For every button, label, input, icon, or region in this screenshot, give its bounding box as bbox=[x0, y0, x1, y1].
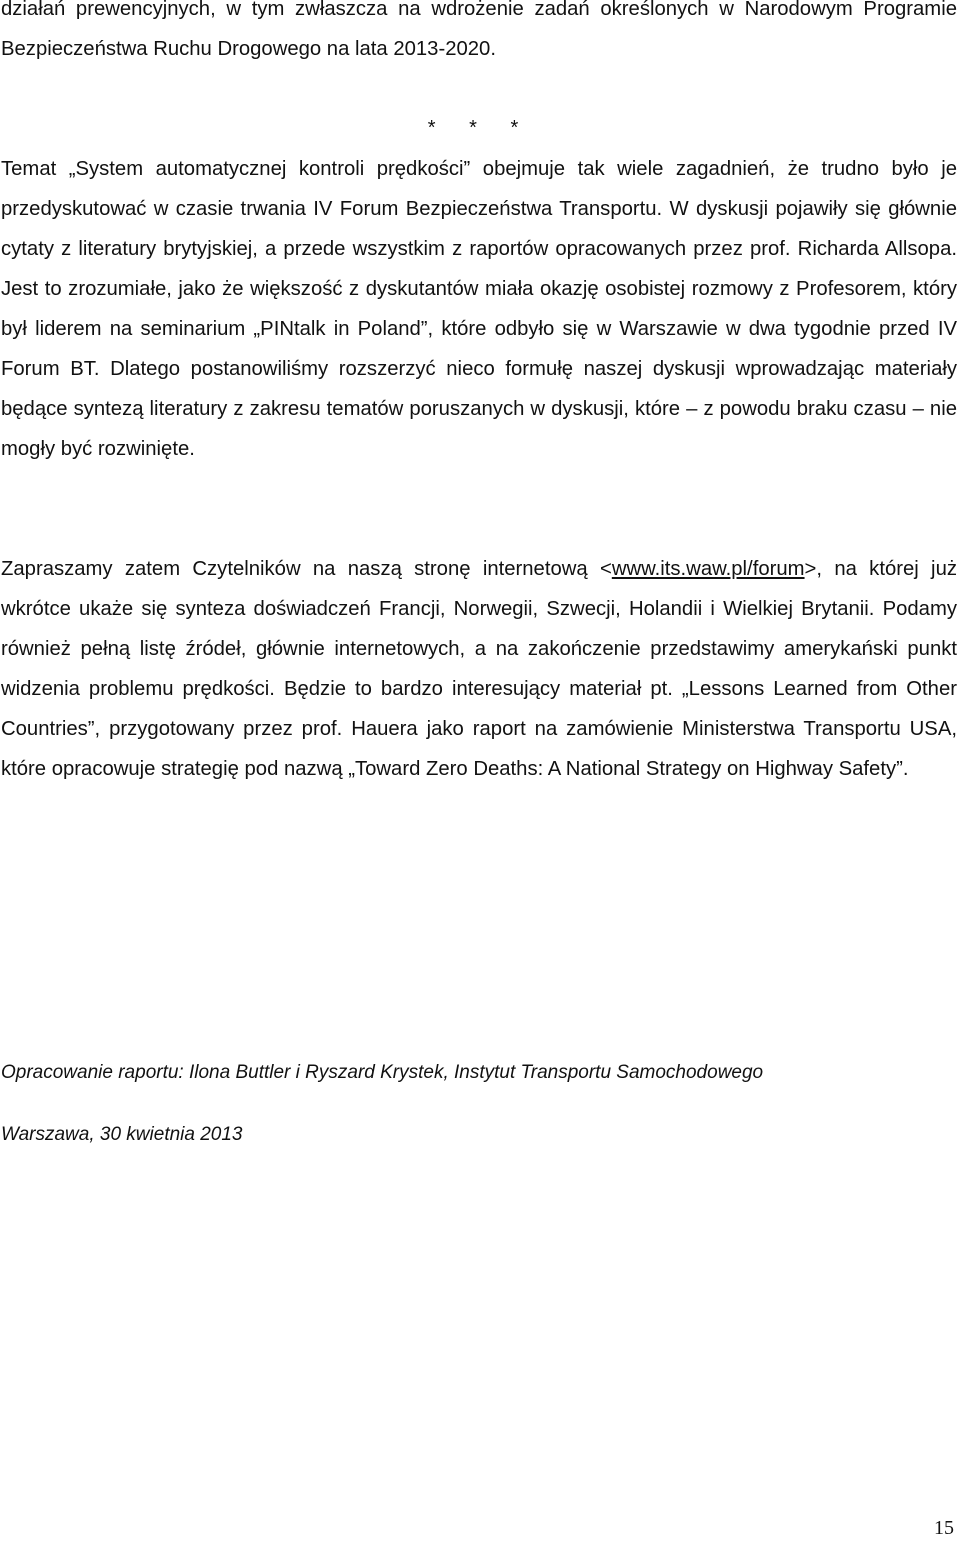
invite-paragraph bbox=[1, 549, 957, 789]
main-paragraph: Temat „System automatycznej kontroli prędkości” obejmuje tak wiele zagadnień, że trudno było je przedyskutować w czasie trwania IV Forum Bezpieczeństwa Transportu. W dyskusji pojawiły się głównie cytaty z literatury brytyjskiej, a przede wszystkim z raportów opracowanych przez prof. Richarda Allsopa. Jest to zrozumiałe, jako że większość z dyskutantów miała okazję osobistej rozmowy z Profesorem, który był liderem na seminarium „PINtalk in Poland”, które odbyło się w Warszawie w dwa tygodnie przed IV Forum BT. Dlatego postanowiliśmy rozszerzyć nieco formułę naszej dyskusji wprowadzając materiały będące syntezą literatury z zakresu tematów poruszanych w dyskusji, które – z powodu braku czasu – nie mogły być rozwinięte. bbox=[1, 158, 957, 460]
section-separator: * * * bbox=[427, 117, 533, 139]
forum-website-link[interactable]: www.its.waw.pl/forum bbox=[611, 558, 805, 580]
invite-text-before-link: Zapraszamy zatem Czytelników na naszą stronę internetową < bbox=[1, 558, 612, 580]
report-date: Warszawa, 30 kwietnia 2013 bbox=[1, 1124, 243, 1145]
report-authors: Opracowanie raportu: Ilona Buttler i Ryszard Krystek, Instytut Transportu Samochodowego bbox=[1, 1062, 764, 1083]
intro-paragraph: działań prewencyjnych, w tym zwłaszcza na wdrożenie zadań określonych w Narodowym Programie Bezpieczeństwa Ruchu Drogowego na lata 2013-2020. bbox=[1, 0, 957, 60]
invite-text-after-link: >, na której już wkrótce ukaże się synteza doświadczeń Francji, Norwegii, Szwecji, Holandii i Wielkiej Brytanii. Podamy również pełną listę źródeł, głównie internetowych, a na zakończenie przedstawimy amerykański punkt widzenia problemu prędkości. Będzie to bardzo interesujący materiał pt. „Lessons Learned from Other Countries”, przygotowany przez prof. Hauera jako raport na zamówienie Ministerstwa Transportu USA, które opracowuje strategię pod nazwą „Toward Zero Deaths: A National Strategy on Highway Safety”. bbox=[1, 558, 957, 780]
page-number: 15 bbox=[934, 1517, 954, 1539]
